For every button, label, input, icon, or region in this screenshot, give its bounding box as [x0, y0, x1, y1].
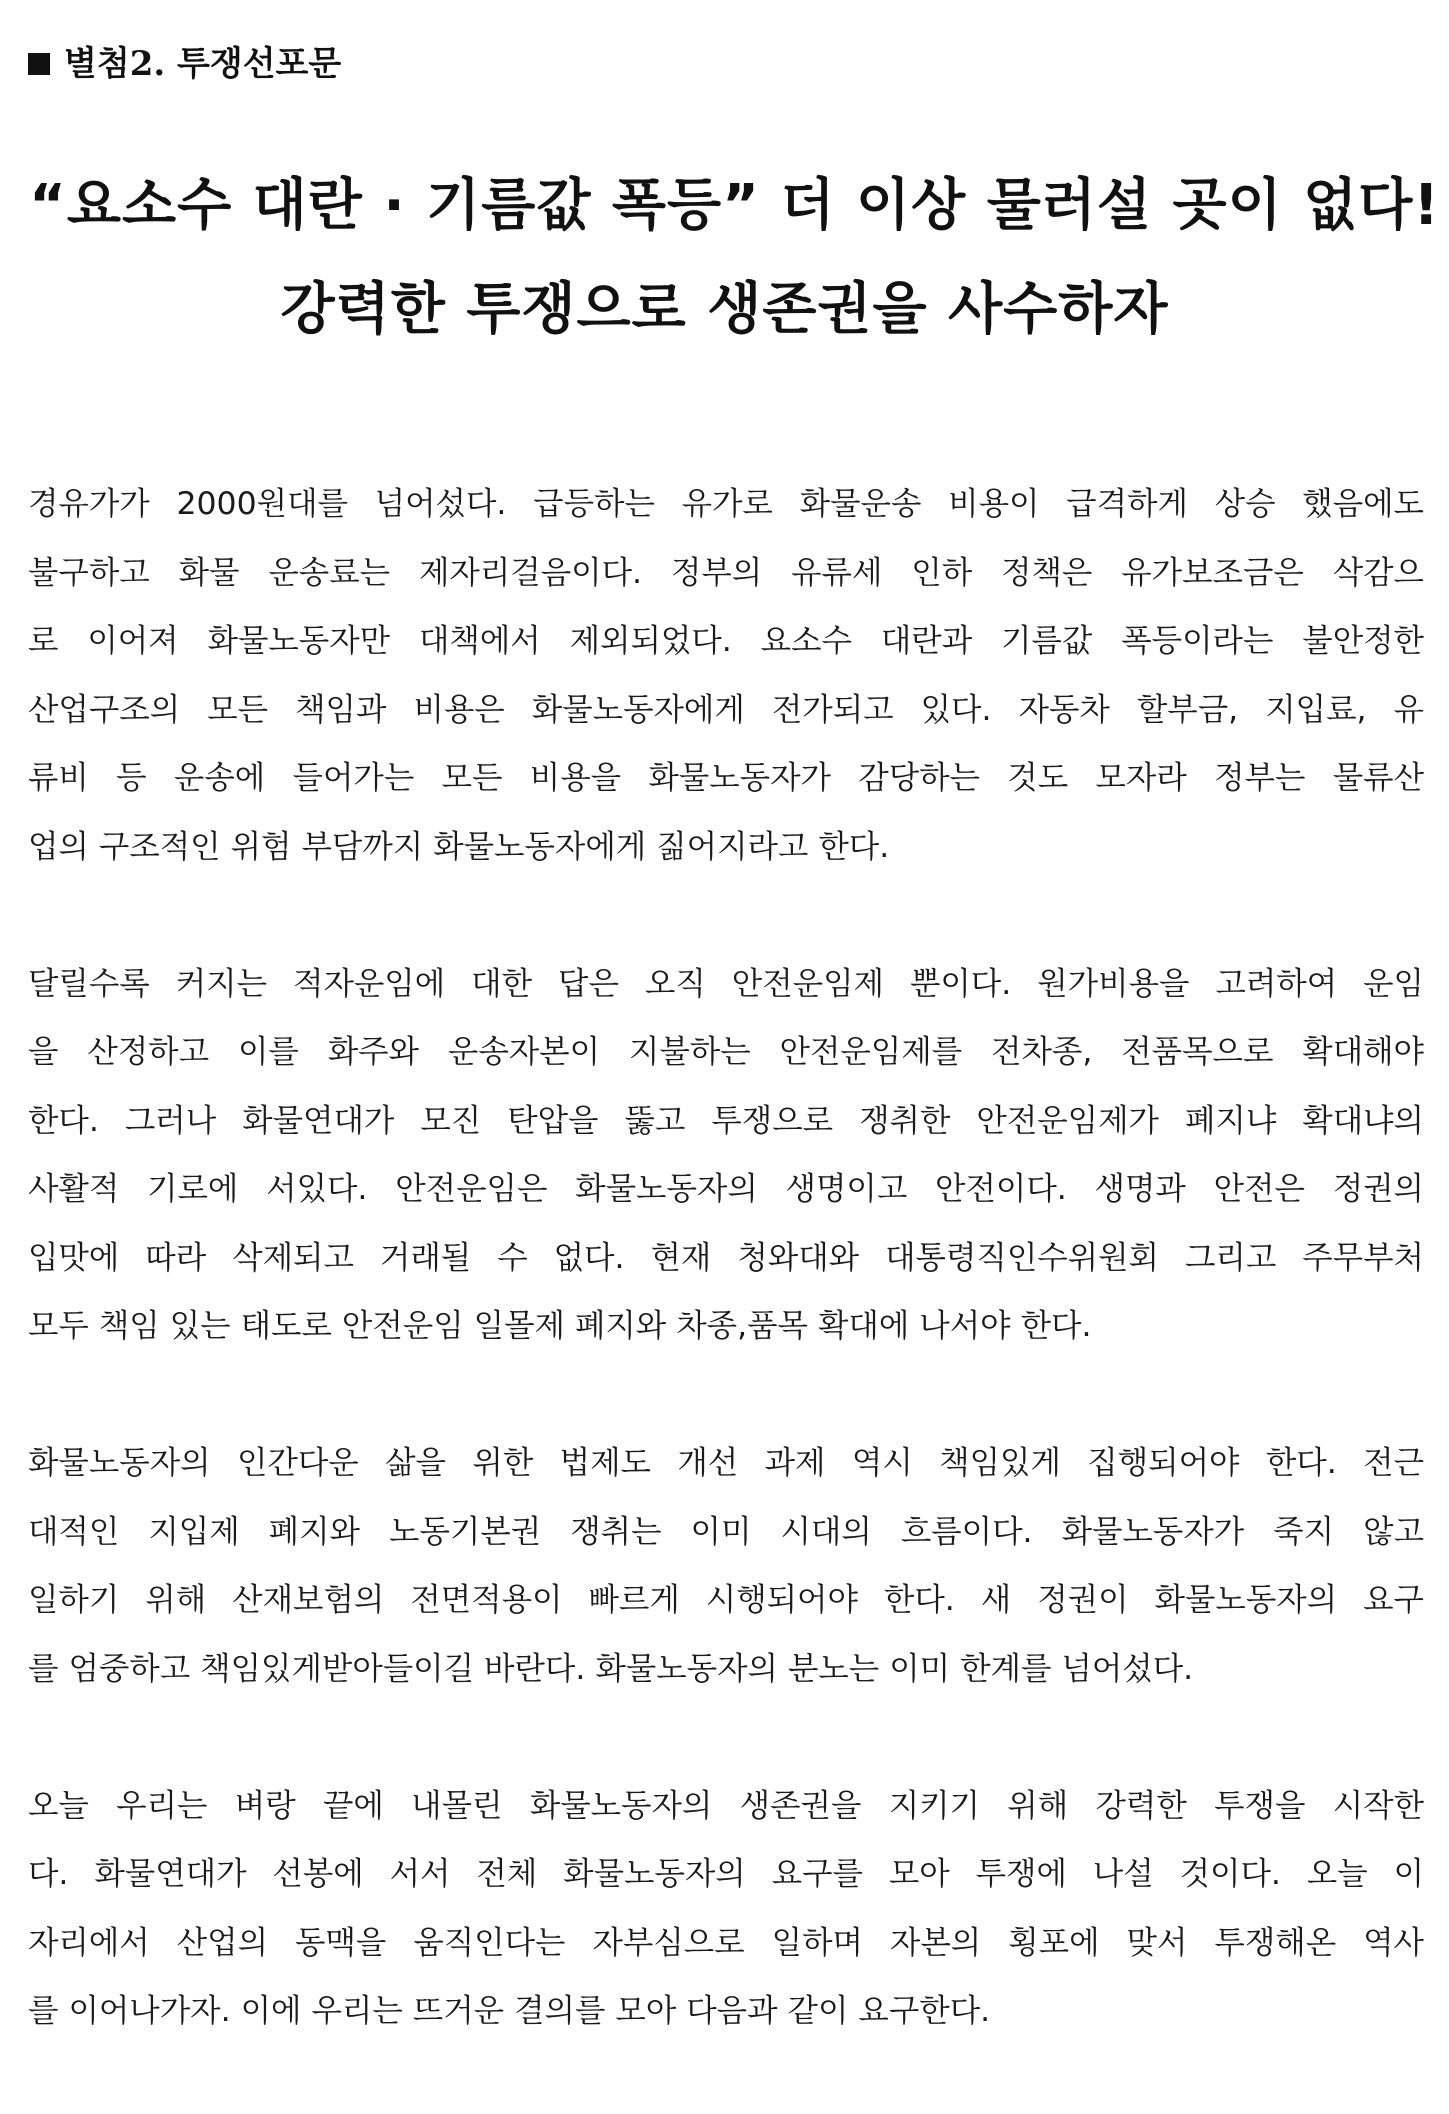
title-line-2: 강력한 투쟁으로 생존권을 사수하자: [280, 277, 1169, 342]
text-line: 류비 등 운송에 들어가는 모든 비용을 화물노동자가 감당하는 것도 모자라 정부는 물류산: [28, 760, 1424, 796]
body-text: [28, 470, 1424, 2114]
text-line: 오늘 우리는 벼랑 끝에 내몰린 화물노동자의 생존권을 지키기 위해 강력한 투쟁을 시작한: [28, 1787, 1424, 1824]
text-line: 일하기 위해 산재보험의 전면적용이 빠르게 시행되어야 한다. 새 정권이 화물노동자의 요구: [28, 1582, 1424, 1618]
text-line: 달릴수록 커지는 적자운임에 대한 답은 오직 안전운임제 뿐이다. 원가비용을 고려하여 운임: [28, 965, 1424, 1002]
text-line: 를 이어나가자. 이에 우리는 뜨거운 결의를 모아 다음과 같이 요구한다.: [28, 1993, 991, 2029]
text-line: 사활적 기로에 서있다. 안전운임은 화물노동자의 생명이고 안전이다. 생명과 안전은 정권의: [28, 1171, 1424, 1207]
text-line: 모두 책임 있는 태도로 안전운임 일몰제 폐지와 차종,품목 확대에 나서야 한다.: [28, 1308, 1092, 1344]
text-line: 입맛에 따라 삭제되고 거래될 수 없다. 현재 청와대와 대통령직인수위원회 그리고 주무부처: [28, 1239, 1424, 1276]
text-line: 자리에서 산업의 동맥을 움직인다는 자부심으로 일하며 자본의 횡포에 맞서 투쟁해온 역사: [28, 1924, 1424, 1961]
paragraph-3: [28, 1429, 1424, 1703]
text-line: 로 이어져 화물노동자만 대책에서 제외되었다. 요소수 대란과 기름값 폭등이라는 불안정한: [28, 623, 1424, 659]
paragraph-1: [28, 470, 1424, 881]
document-title: [0, 168, 1449, 348]
text-line: 을 산정하고 이를 화주와 운송자본이 지불하는 안전운임제를 전차종, 전품목으로 확대해야: [28, 1034, 1424, 1070]
text-line: 다. 화물연대가 선봉에 서서 전체 화물노동자의 요구를 모아 투쟁에 나설 것이다. 오늘 이: [28, 1856, 1424, 1892]
text-line: 를 엄중하고 책임있게받아들이길 바란다. 화물노동자의 분노는 이미 한계를 넘어섰다.: [28, 1650, 1194, 1687]
text-line: 업의 구조적인 위험 부담까지 화물노동자에게 짊어지라고 한다.: [28, 828, 890, 865]
paragraph-2: [28, 950, 1424, 1361]
paragraph-4: [28, 1772, 1424, 2046]
title-line-1: “요소수 대란 · 기름값 폭등” 더 이상 물러설 곳이 없다!: [29, 173, 1440, 238]
text-line: 화물노동자의 인간다운 삶을 위한 법제도 개선 과제 역시 책임있게 집행되어야 한다. 전근: [28, 1445, 1424, 1481]
text-line: 한다. 그러나 화물연대가 모진 탄압을 뚫고 투쟁으로 쟁취한 안전운임제가 폐지냐 확대냐의: [28, 1102, 1424, 1139]
section-label-text: 별첨2. 투쟁선포문: [64, 44, 342, 84]
section-label: [28, 42, 341, 86]
text-line: 대적인 지입제 폐지와 노동기본권 쟁취는 이미 시대의 흐름이다. 화물노동자가 죽지 않고: [28, 1513, 1424, 1550]
text-line: 산업구조의 모든 책임과 비용은 화물노동자에게 전가되고 있다. 자동차 할부금, 지입료, 유: [28, 691, 1424, 728]
text-line: 불구하고 화물 운송료는 제자리걸음이다. 정부의 유류세 인하 정책은 유가보조금은 삭감으: [28, 554, 1424, 591]
text-line: 경유가가 2000원대를 넘어섰다. 급등하는 유가로 화물운송 비용이 급격하게 상승 했음에도: [28, 486, 1424, 522]
black-square-icon: [28, 53, 50, 75]
